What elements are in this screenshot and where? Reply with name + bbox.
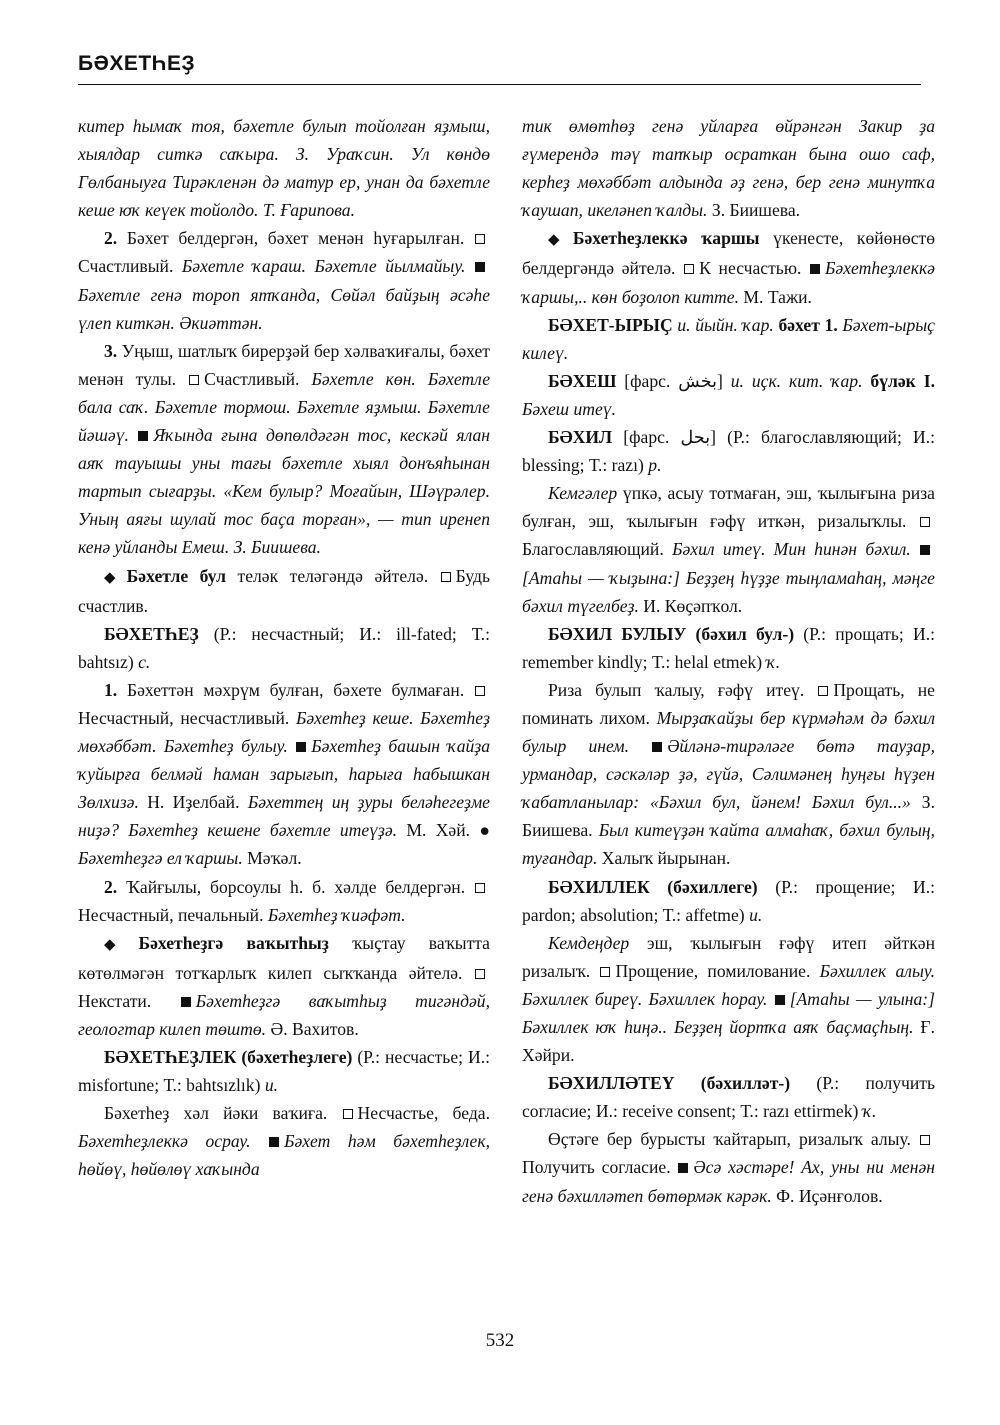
square-icon [189, 375, 199, 385]
square-icon [441, 572, 451, 582]
sense-3: 3. Уңыш, шатлыҡ бирерҙәй бер хәлваҡиғалы, бәхет менән тулы. Счастливый. Бәхетле көн. Бәхетле бала саҡ. Бәхетле тормош. Бәхетле яҙмыш. Бәхетле йәшәү. Яҡында ғына дөпөлдәгән тос, кескәй ялан аяҡ тауышы уны тағы бәхетле хыял донъяһынан тартып сығарҙы. «Кем булыр? Моғайын, Шәүрәлер. Уның аяғы шулай тос баҫа торған», — тип иренеп кенә уйланды Емеш. З. Биишева. [78, 340, 491, 558]
right-continuation: тик өмөтһөҙ генә уйларға өйрәнгән Закир ҙа ғүмерендә тәү тапҡыр осраткан бына ошо саф, керһеҙ мөхәббәт алдында әҙ генә, бер генә минутҡа ҡаушап, икеләнеп ҡалды. З. Биишева. [522, 116, 935, 221]
entry-bakhethezlek: БӘХЕТҺЕҘЛЕК (бәхетһеҙлеге) (Р.: несчастье; И.: misfortune; Т.: bahtsızlık) и. [78, 1047, 490, 1096]
square-icon [475, 883, 485, 893]
square-icon [920, 1135, 930, 1145]
entry-bakhillek: БӘХИЛЛЕК (бәхиллеге) (Р.: прощение; И.: pardon; absolution; Т.: affetme) и. [522, 876, 935, 925]
entry-bakhil-def: Кемгәлер үпкә, асыу тотмаған, эш, ҡылығына риза булған, эш, ҡылығын ғәфү иткән, ризалыҡлы. Благославляющий. Бәхил итеү. Мин һинән бәхил. [Атаһы — ҡыҙына:] Беҙҙең һүҙҙе тыңламаһаң, мәңге бәхил түгелбеҙ. И. Көҫәпҡол. [522, 483, 935, 616]
entry-bakhil-bulyu: БӘХИЛ БУЛЫУ (бәхил бул-) (Р.: прощать; И.: remember kindly; Т.: helal etmek) ҡ. [522, 623, 935, 672]
black-square-icon [652, 742, 662, 752]
entry-bakhesh: БӘХЕШ [фарс. بخش] и. иҫк. кит. ҡар. бүләк I. Бәхеш итеү. [522, 370, 935, 419]
diamond-icon: ◆ [548, 232, 569, 249]
black-square-icon [181, 997, 191, 1007]
entry-bakhethez-sense-2: 2. Ҡайғылы, борсоулы һ. б. хәлде белдергән. Несчастный, печальный. Бәхетһеҙ ҡиәфәт. [78, 873, 490, 929]
black-square-icon [138, 431, 148, 441]
page-header-title: БӘХЕТҺЕҘ [78, 52, 196, 75]
entry-bakhethezlek-def: Бәхетһеҙ хәл йәки ваҡиға. Несчастье, беда. Бәхетһеҙлеккә осрау. Бәхет һәм бәхетһеҙлек, һөйөү, һөйөлөү хаҡында [78, 1103, 491, 1180]
black-square-icon [269, 1137, 279, 1147]
black-square-icon [810, 264, 820, 274]
square-icon [475, 969, 485, 979]
bullet-icon: ● [479, 820, 490, 841]
black-square-icon [296, 742, 306, 752]
entry-bakhil: БӘХИЛ [фарс. بحل] (Р.: благославляющий; И.: blessing; Т.: razı) р. [522, 427, 935, 476]
page-number: 532 [485, 1330, 515, 1351]
sense-2: 2. Бәхет белдергән, бәхет менән һуғарылған. Счастливый. Бәхетле ҡараш. Бәхетле йылмайыу. Бәхетле генә тороп ятҡанда, Сөйәл байҙың әсәһе үлеп киткән. Әкиәттән. [78, 228, 490, 333]
entry-bakhillek-def: Кемдеңдер эш, ҡылығын ғәфү итеп әйткән ризалыҡ. Прощение, помилование. Бәхиллек алыу. Бәхиллек биреү. Бәхиллек һорау. [Атаһы — улына:] Бәхиллек юҡ һиңә.. Беҙҙең йортҡа аяҡ баҫмаҫһың. Ғ. Хәйри. [522, 932, 936, 1066]
entry-bakhethez: БӘХЕТҺЕҘ (Р.: несчастный; И.: ill-fated; Т.: bahtsız) с. [78, 623, 490, 672]
entry-bakhethez-sense-1: 1. Бәхеттән мәхрүм булған, бәхете булмаған. Несчастный, несчастливый. Бәхетһеҙ кеше. Бәхетһеҙ мөхәббәт. Бәхетһеҙ булыу. Бәхетһеҙ башын ҡайҙа ҡуйырға белмәй һаман зарығып, һарыға һабышкан Зөлхизә. Н. Иҙелбай. Бәхеттең иң ҙуры беләһегеҙме ниҙә? Бәхетһеҙ кешене бәхетле итеүҙә. М. Хәй. ● Бәхетһеҙгә ел ҡаршы. Мәҡәл. [78, 679, 490, 869]
right-column [522, 112, 935, 1210]
entry-continuation: китер һымаҡ тоя, бәхетле булып тойолған яҙмыш, хыялдар ситкә саҡыра. З. Ураҡсин. Ул көндө Гөлбаныуға Тирәкленән дә матур ер, унан да бәхетле кеше юҡ кеүек тойолдо. Т. Ғарипова. [78, 116, 490, 221]
square-icon [600, 967, 610, 977]
black-square-icon [475, 262, 485, 272]
square-icon [475, 686, 485, 696]
black-square-icon [678, 1163, 688, 1173]
entry-bakhet-yrys: БӘХЕТ-ЫРЫҪ и. йыйн. ҡар. бәхет 1. Бәхет-ырыҫ килеү. [522, 314, 935, 363]
header-rule [78, 84, 921, 85]
black-square-icon [775, 995, 785, 1005]
phrase-bakhetle-bul: ◆ Бәхетле бул теләк теләгәндә әйтелә. Будь счастлив. [78, 565, 490, 616]
square-icon [475, 234, 485, 244]
entry-bakhillateu-def: Өҫтәге бер бурысты ҡайтарып, ризалыҡ алыу. Получить согласие. Әсә хәстәре! Ах, уны ни менән генә бәхилләтеп бөтөрмәк кәрәк. Ф. Иҫәнғолов. [522, 1129, 935, 1206]
diamond-icon: ◆ [104, 569, 123, 586]
black-square-icon [920, 545, 930, 555]
entry-bakhillateu: БӘХИЛЛӘТЕҮ (бәхилләт-) (Р.: получить согласие; И.: receive consent; Т.: razı ettirmek) ҡ. [522, 1073, 936, 1122]
square-icon [920, 517, 930, 527]
left-column [78, 112, 490, 1184]
phrase-bakhethezge: ◆ Бәхетһеҙгә ваҡытһыҙ ҡыҫтау ваҡытта көтөлмәгән тотҡарлыҡ килеп сыҡҡанда әйтелә. Некстати. Бәхетһеҙгә ваҡытһыҙ тигәндәй, геологтар килеп төштө. Ә. Вахитов. [78, 932, 490, 1039]
entry-bakhil-bulyu-def: Риза булып ҡалыу, ғәфү итеү. Прощать, не поминать лихом. Мырҙаҡайҙы бер күрмәһәм дә бәхил булыр инем. Әйләнә-тирәләге бөтә тауҙар, урмандар, сәскәләр ҙә, гүйә, Сәлимәнең һуңғы һүҙен ҡабатланылар: «Бәхил бул, йәнем! Бәхил бул...» З. Биишева. Был китеүҙән ҡайта алмаһаҡ, бәхил булың, туғандар. Халыҡ йырынан. [522, 679, 935, 869]
square-icon [818, 686, 828, 696]
diamond-icon: ◆ [104, 936, 135, 953]
square-icon [684, 264, 694, 274]
phrase-bakhethezlekke: ◆ Бәхетһеҙлеккә ҡаршы үкенесте, көйөнөстө белдергәндә әйтелә. К несчастью. Бәхетһеҙлеккә ҡаршы,.. көн боҙолоп китте. М. Тажи. [522, 228, 935, 307]
square-icon [343, 1109, 353, 1119]
